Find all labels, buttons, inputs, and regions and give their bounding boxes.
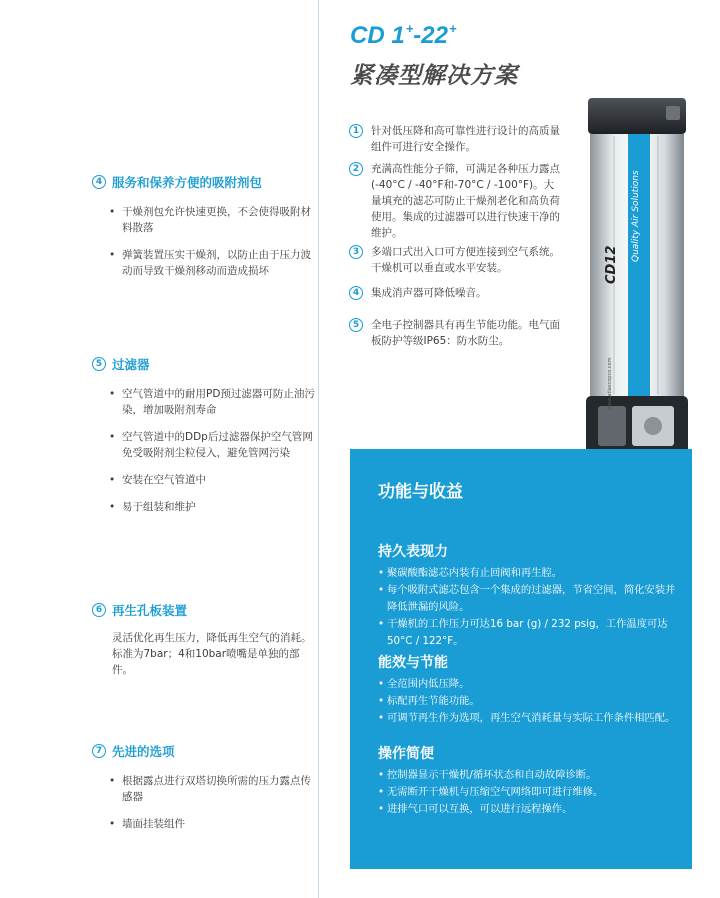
list-item: • 全范围内低压降。 <box>378 676 678 693</box>
list-item: • 可调节再生作为选项，再生空气消耗量与实际工作条件相匹配。 <box>378 710 678 727</box>
feature-text: 多端口式出入口可方便连接到空气系统。干燥机可以垂直或水平安装。 <box>371 246 560 274</box>
number-badge: 5 <box>349 318 363 332</box>
list-item: • 干燥剂包允许快速更换，不会使得吸附材料散落 <box>92 204 318 236</box>
feature-text: 针对低压降和高可靠性进行设计的高质量组件可进行安全操作。 <box>371 125 560 153</box>
page-subtitle: 紧凑型解决方案 <box>350 63 518 89</box>
feature-text: 集成消声器可降低噪音。 <box>371 287 487 299</box>
number-badge: 4 <box>349 286 363 300</box>
list-item: • 每个吸附式滤芯包含一个集成的过滤器，节省空间，简化安装并降低泄漏的风险。 <box>378 582 678 616</box>
page-title <box>350 14 518 90</box>
panel-title: 功能与收益 <box>378 482 463 502</box>
list-item: • 无需断开干燥机与压缩空气网络即可进行维修。 <box>378 784 678 801</box>
product-label: CD12 <box>604 245 619 284</box>
section-orifice <box>92 601 318 678</box>
list-item: • 根据露点进行双塔切换所需的压力露点传感器 <box>92 773 318 805</box>
number-badge: 2 <box>349 162 363 176</box>
section-heading: 服务和保养方便的吸附剂包 <box>112 175 263 190</box>
feature-item <box>349 123 564 155</box>
list-item: • 进排气口可以互换，可以进行远程操作。 <box>378 801 678 818</box>
benefit-group-durability <box>378 541 678 650</box>
benefit-group-operation <box>378 743 678 818</box>
section-paragraph: 灵活优化再生压力，降低再生空气的消耗。标准为7bar；4和10bar喷嘴是单独的部件。 <box>112 632 312 676</box>
product-website: www.atlascopco.com <box>607 357 613 410</box>
benefits-panel <box>350 449 692 869</box>
section-heading: 先进的选项 <box>112 744 175 759</box>
list-item: • 墙面挂装组件 <box>92 816 318 832</box>
model-range: CD 1+-22+ <box>350 21 457 49</box>
list-item: • 安装在空气管道中 <box>92 472 318 488</box>
list-item: • 易于组装和维护 <box>92 499 318 515</box>
section-heading: 过滤器 <box>112 357 150 372</box>
list-item: • 空气管道中的耐用PD预过滤器可防止油污染，增加吸附剂寿命 <box>92 386 318 418</box>
list-item: • 空气管道中的DDp后过滤器保护空气管网免受吸附剂尘粒侵入，避免管网污染 <box>92 429 318 461</box>
list-item: • 弹簧装置压实干燥剂，以防止由于压力波动而导致干燥剂移动而造成损坏 <box>92 247 318 279</box>
section-options <box>92 742 318 843</box>
number-badge: 4 <box>92 175 106 189</box>
benefit-group-efficiency <box>378 652 678 727</box>
feature-item <box>349 285 564 301</box>
group-heading: 持久表现力 <box>378 544 448 560</box>
number-badge: 5 <box>92 357 106 371</box>
list-item: • 控制器显示干燥机/循环状态和自动故障诊断。 <box>378 767 678 784</box>
column-divider <box>318 0 319 898</box>
section-adsorbent <box>92 173 318 290</box>
section-filters <box>92 355 318 526</box>
number-badge: 7 <box>92 744 106 758</box>
list-item: • 聚碳酸酯滤芯内装有止回阀和再生腔。 <box>378 565 678 582</box>
list-item: • 干燥机的工作压力可达16 bar (g) / 232 psig，工作温度可达50°C / 122°F。 <box>378 616 678 650</box>
number-badge: 1 <box>349 124 363 138</box>
list-item: • 标配再生节能功能。 <box>378 693 678 710</box>
feature-item <box>349 161 564 241</box>
number-badge: 6 <box>92 603 106 617</box>
product-slogan: Quality Air Solutions <box>631 170 641 262</box>
section-heading: 再生孔板装置 <box>112 603 188 618</box>
feature-text: 充满高性能分子筛，可满足各种压力露点 (-40°C / -40°F和-70°C / -100°F)。大量填充的滤芯可防止干燥剂老化和高负荷使用。集成的过滤器可以进行快速干净的维护。 <box>371 163 560 239</box>
feature-text: 全电子控制器具有再生节能功能。电气面板防护等级IP65：防水防尘。 <box>371 319 560 347</box>
number-badge: 3 <box>349 245 363 259</box>
feature-item <box>349 244 564 276</box>
group-heading: 能效与节能 <box>378 655 448 671</box>
group-heading: 操作简便 <box>378 746 434 762</box>
feature-item <box>349 317 564 349</box>
